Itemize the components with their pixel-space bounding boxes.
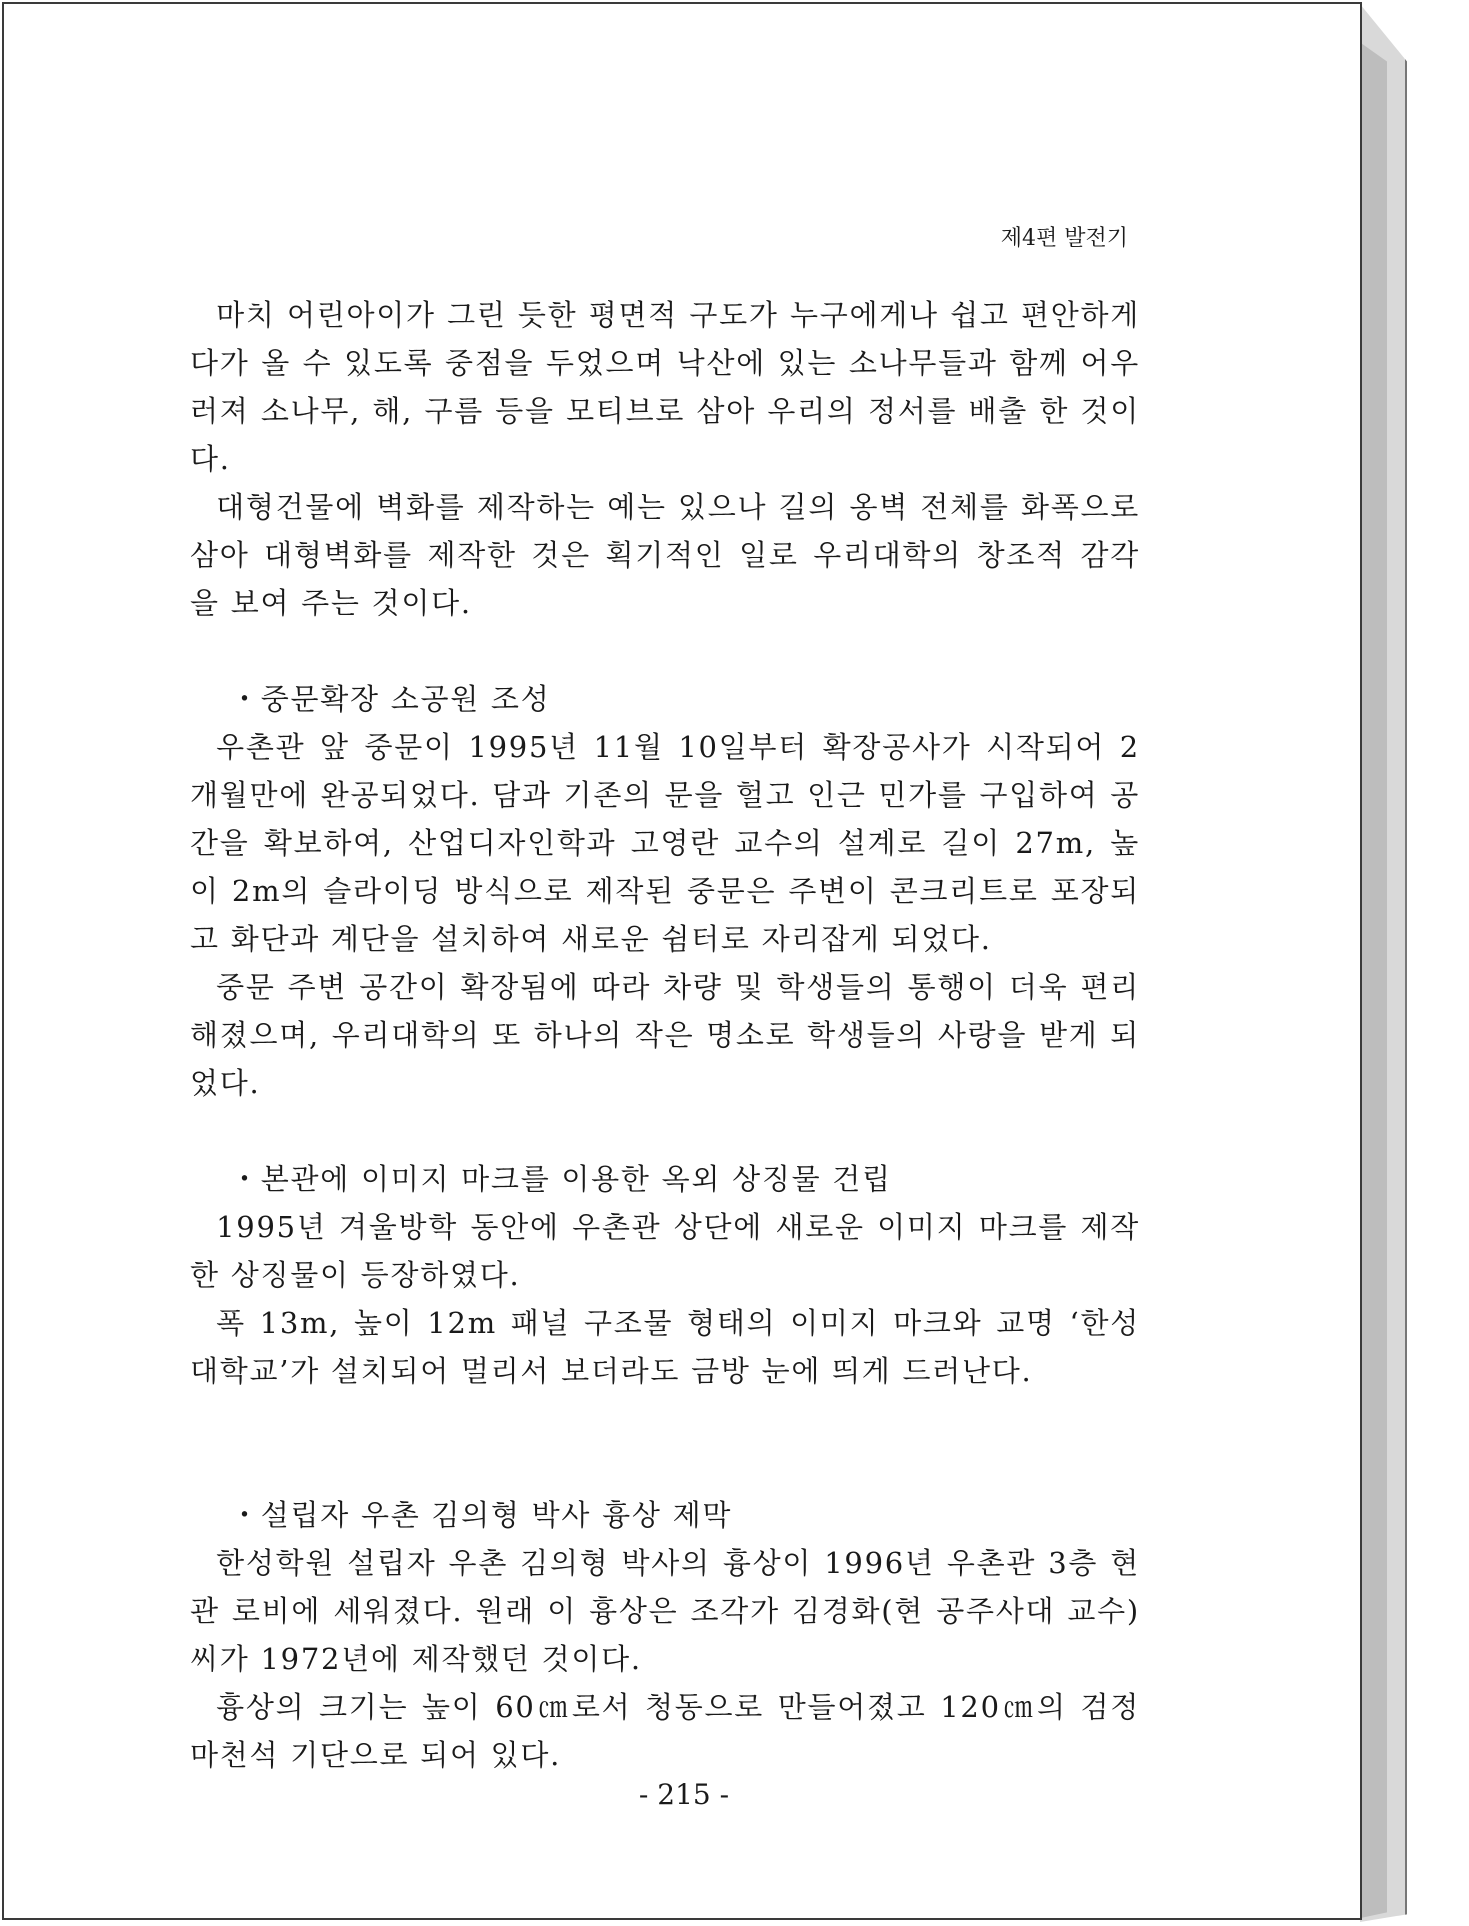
paragraph-symbol-dimensions: 폭 13m, 높이 12m 패널 구조물 형태의 이미지 마크와 교명 ‘한성대학교’가 설치되어 멀리서 보더라도 금방 눈에 띄게 드러난다.: [190, 1306, 1140, 1388]
paragraph-mural-description: 마치 어린아이가 그린 듯한 평면적 구도가 누구에게나 쉽고 편안하게 다가 올 수 있도록 중점을 두었으며 낙산에 있는 소나무들과 함께 어우러져 소나무, 해, 구름 등을 모티브로 삼아 우리의 정서를 배출 한 것이다.: [190, 298, 1140, 476]
paragraph-middle-gate-construction: 우촌관 앞 중문이 1995년 11월 10일부터 확장공사가 시작되어 2개월만에 완공되었다. 담과 기존의 문을 헐고 인근 민가를 구입하여 공간을 확보하여, 산업디자인학과 고영란 교수의 설계로 길이 27m, 높이 2m의 슬라이딩 방식으로 제작된 중문은 주변이 콘크리트로 포장되고 화단과 계단을 설치하여 새로운 쉼터로 자리잡게 되었다.: [190, 730, 1140, 956]
page-body: [190, 291, 1140, 1779]
paragraph-mural-significance: 대형건물에 벽화를 제작하는 예는 있으나 길의 옹벽 전체를 화폭으로 삼아 대형벽화를 제작한 것은 획기적인 일로 우리대학의 창조적 감각을 보여 주는 것이다.: [190, 490, 1140, 620]
page-number: - 215 -: [638, 1778, 730, 1811]
paragraph-bust-installation: 한성학원 설립자 우촌 김의형 박사의 흉상이 1996년 우촌관 3층 현관 로비에 세워졌다. 원래 이 흉상은 조각가 김경화(현 공주사대 교수)씨가 1972년에 제작했던 것이다.: [190, 1546, 1140, 1676]
paragraph-middle-gate-result: 중문 주변 공간이 확장됨에 따라 차량 및 학생들의 통행이 더욱 편리해졌으며, 우리대학의 또 하나의 작은 명소로 학생들의 사랑을 받게 되었다.: [190, 970, 1140, 1100]
paragraph-symbol-introduction: 1995년 겨울방학 동안에 우촌관 상단에 새로운 이미지 마크를 제작한 상징물이 등장하였다.: [190, 1210, 1140, 1292]
section-heading-founder-bust: ・설립자 우촌 김의형 박사 흉상 제막: [230, 1498, 733, 1532]
paragraph-bust-size: 흉상의 크기는 높이 60㎝로서 청동으로 만들어졌고 120㎝의 검정 마천석 기단으로 되어 있다.: [190, 1690, 1140, 1772]
section-heading-middle-gate: ・중문확장 소공원 조성: [230, 682, 551, 716]
running-head: 제4편 발전기: [1000, 226, 1128, 251]
section-heading-symbol-structure: ・본관에 이미지 마크를 이용한 옥외 상징물 건립: [230, 1162, 892, 1196]
book-page: [2, 2, 1362, 1920]
